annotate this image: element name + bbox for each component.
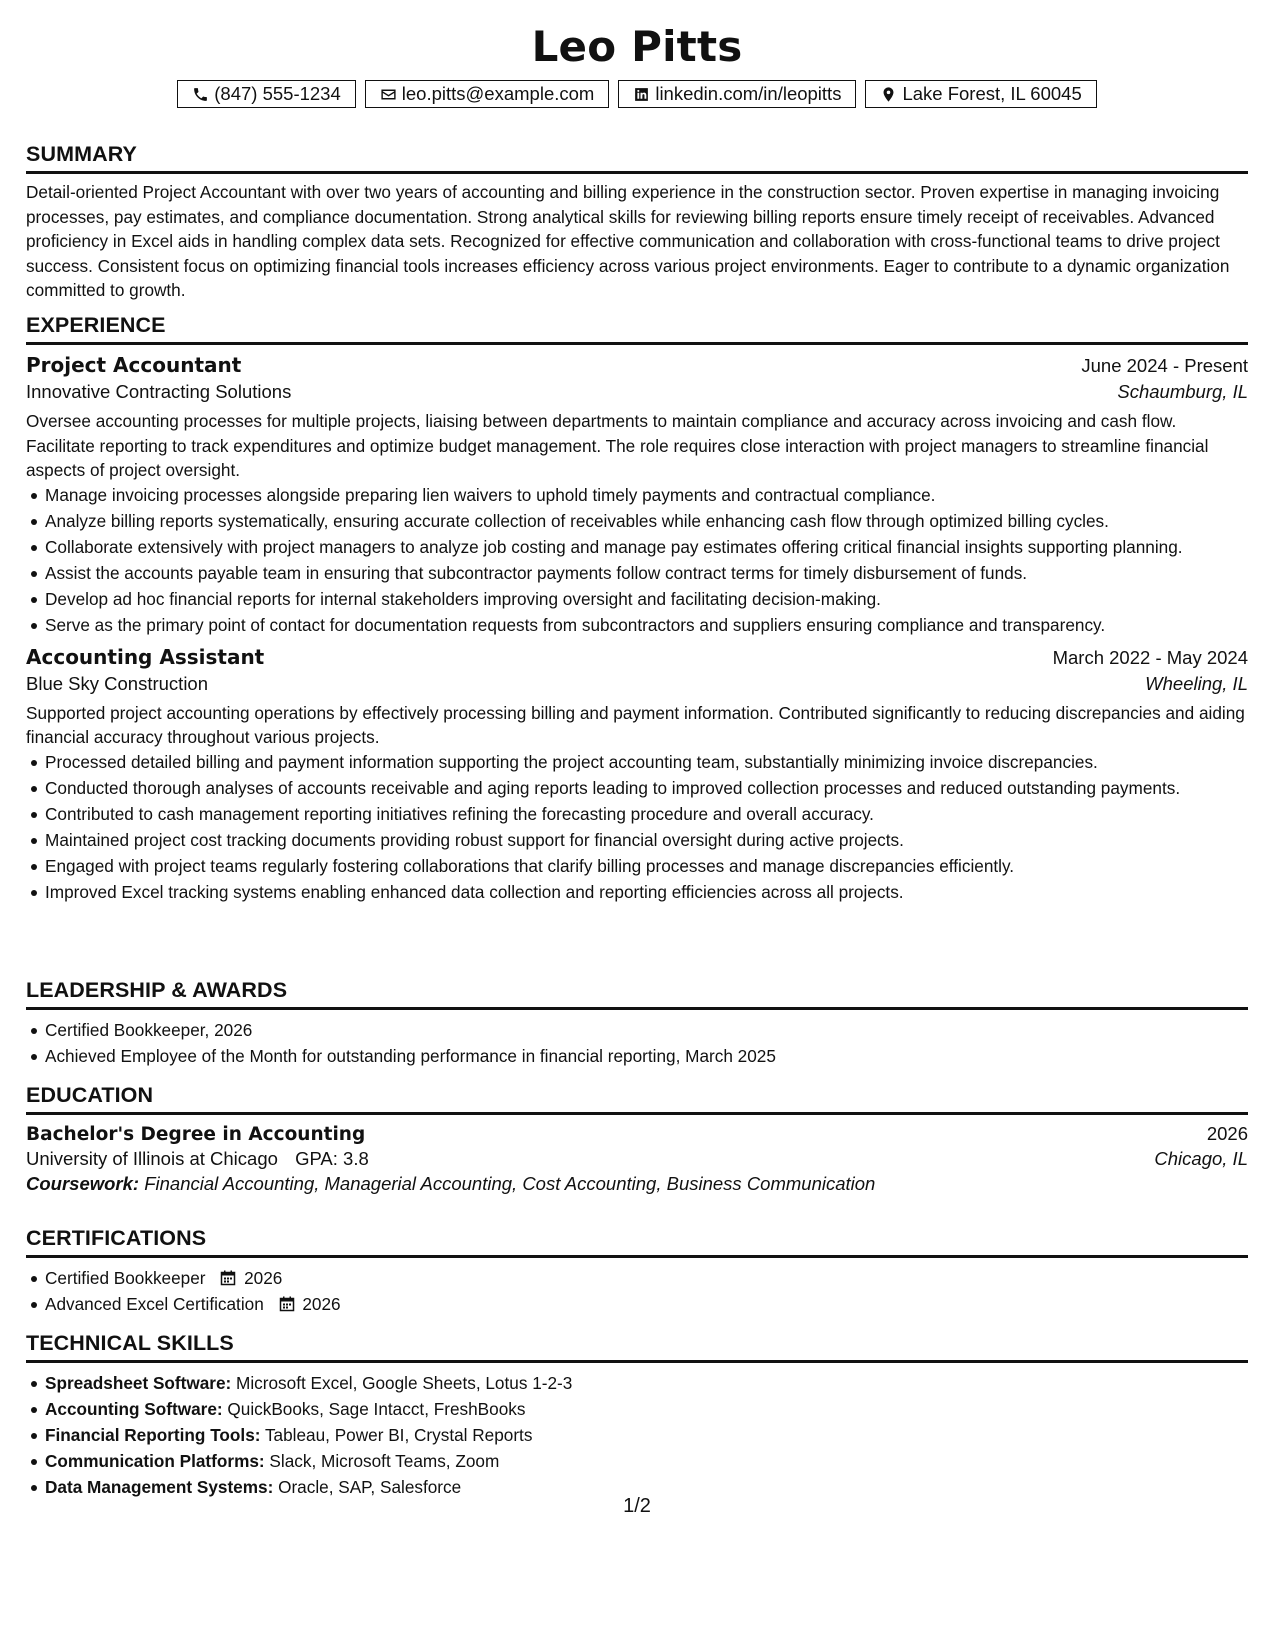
linkedin-text: linkedin.com/in/leopitts xyxy=(655,83,842,104)
calendar-icon xyxy=(220,1270,236,1286)
contact-location[interactable] xyxy=(865,80,1096,108)
job-company: Innovative Contracting Solutions xyxy=(26,381,292,402)
candidate-name: Leo Pitts xyxy=(531,22,743,71)
summary-section xyxy=(26,142,1248,303)
job-header xyxy=(26,353,1248,377)
contact-email[interactable] xyxy=(365,80,610,108)
list-item: Develop ad hoc financial reports for internal stakeholders improving oversight and facilitating decision-making. xyxy=(45,587,1248,611)
leadership-list xyxy=(26,1018,1248,1068)
map-pin-icon xyxy=(880,86,897,103)
envelope-icon xyxy=(380,86,397,103)
section-title: CERTIFICATIONS xyxy=(26,1226,1248,1258)
certifications-list xyxy=(26,1266,1248,1316)
job-bullets xyxy=(26,750,1248,904)
school-name: University of Illinois at Chicago xyxy=(26,1148,278,1169)
job-header xyxy=(26,645,1248,669)
certifications-section xyxy=(26,1226,1248,1318)
school-location: Chicago, IL xyxy=(1154,1148,1248,1169)
list-item: Collaborate extensively with project managers to analyze job costing and manage pay estimates offering critical financial insights supporting planning. xyxy=(45,535,1248,559)
job-description: Oversee accounting processes for multiple projects, liaising between departments to maintain compliance and accuracy across invoicing and cash flow. Facilitate reporting to track expenditures and optimize budget management. The role requires close interaction with project managers to streamline financial aspects of project oversight. xyxy=(26,411,1209,480)
list-item xyxy=(45,1449,1248,1473)
location-text: Lake Forest, IL 60045 xyxy=(902,83,1082,104)
education-year: 2026 xyxy=(1206,1123,1248,1144)
skills-list xyxy=(26,1371,1248,1499)
list-item: Processed detailed billing and payment information supporting the project accounting team, substantially minimizing invoice discrepancies. xyxy=(45,750,1248,774)
section-title: TECHNICAL SKILLS xyxy=(26,1331,1248,1363)
skill-label: Communication Platforms: xyxy=(45,1451,265,1471)
skills-section xyxy=(26,1331,1248,1501)
coursework-text: Financial Accounting, Managerial Accounting, Cost Accounting, Business Communication xyxy=(144,1173,876,1194)
linkedin-icon xyxy=(633,86,650,103)
skill-value: Microsoft Excel, Google Sheets, Lotus 1-2-3 xyxy=(236,1373,573,1393)
job-location: Wheeling, IL xyxy=(1145,672,1248,694)
job-subheader xyxy=(26,673,1248,695)
contact-phone[interactable] xyxy=(177,80,356,108)
job-subheader xyxy=(26,381,1248,403)
education-section xyxy=(26,1083,1248,1195)
list-item: Engaged with project teams regularly fostering collaborations that clarify billing processes and manage discrepancies efficiently. xyxy=(45,854,1248,878)
skill-label: Financial Reporting Tools: xyxy=(45,1425,261,1445)
experience-section xyxy=(26,313,1248,906)
list-item: Serve as the primary point of contact for documentation requests from subcontractors and suppliers ensuring compliance and transparency. xyxy=(45,613,1248,637)
list-item xyxy=(45,1423,1248,1447)
section-title: EXPERIENCE xyxy=(26,313,1248,345)
list-item: Conducted thorough analyses of accounts receivable and aging reports leading to improved collection processes and reduced outstanding payments. xyxy=(45,776,1248,800)
gpa: GPA: 3.8 xyxy=(295,1148,369,1169)
list-item: Improved Excel tracking systems enabling enhanced data collection and reporting efficiencies across all projects. xyxy=(45,880,1248,904)
cert-name: Certified Bookkeeper xyxy=(45,1268,206,1288)
section-title: SUMMARY xyxy=(26,142,1248,174)
coursework xyxy=(26,1173,1248,1195)
phone-icon xyxy=(192,86,209,103)
job-bullets xyxy=(26,483,1248,637)
skill-value: Oracle, SAP, Salesforce xyxy=(278,1477,462,1497)
education-subheader xyxy=(26,1148,1248,1170)
education-header xyxy=(26,1123,1248,1145)
summary-text: Detail-oriented Project Accountant with over two years of accounting and billing experience in the construction sector. Proven expertise in managing invoicing processes, pay estimates, and compliance documentation. Strong analytical skills for reviewing billing reports ensure timely receipt of receivables. Advanced proficiency in Excel aids in handling complex data sets. Recognized for effective communication and collaboration with cross-functional teams to drive project success. Consistent focus on optimizing financial tools increases efficiency across various project environments. Eager to contribute to a dynamic organization committed to growth. xyxy=(26,182,1230,300)
skill-value: Tableau, Power BI, Crystal Reports xyxy=(264,1425,533,1445)
job-entry xyxy=(26,645,1248,904)
list-item: Manage invoicing processes alongside preparing lien waivers to uphold timely payments and contractual compliance. xyxy=(45,483,1248,507)
list-item xyxy=(45,1266,1248,1290)
skill-value: QuickBooks, Sage Intacct, FreshBooks xyxy=(227,1399,526,1419)
skill-label: Accounting Software: xyxy=(45,1399,223,1419)
leadership-section xyxy=(26,978,1248,1070)
job-entry xyxy=(26,353,1248,637)
job-description: Supported project accounting operations by effectively processing billing and payment information. Contributed significantly to reducing discrepancies and aiding financial accuracy throughout various projects. xyxy=(26,702,1245,747)
page-number: 1/2 xyxy=(623,1495,651,1517)
list-item xyxy=(45,1371,1248,1395)
section-title: EDUCATION xyxy=(26,1083,1248,1115)
list-item: Assist the accounts payable team in ensuring that subcontractor payments follow contract terms for timely disbursement of funds. xyxy=(45,561,1248,585)
cert-year: 2026 xyxy=(244,1268,283,1288)
cert-name: Advanced Excel Certification xyxy=(45,1294,264,1314)
list-item: Maintained project cost tracking documents providing robust support for financial oversight during active projects. xyxy=(45,828,1248,852)
job-title: Project Accountant xyxy=(26,353,242,377)
job-company: Blue Sky Construction xyxy=(26,672,209,694)
skill-value: Slack, Microsoft Teams, Zoom xyxy=(269,1451,500,1471)
list-item: Achieved Employee of the Month for outstanding performance in financial reporting, March 2025 xyxy=(45,1044,1248,1068)
coursework-label: Coursework: xyxy=(26,1173,140,1194)
job-dates: June 2024 - Present xyxy=(1081,355,1248,376)
skill-label: Data Management Systems: xyxy=(45,1477,274,1497)
contact-linkedin[interactable] xyxy=(618,80,856,108)
job-title: Accounting Assistant xyxy=(26,644,265,669)
phone-text: (847) 555-1234 xyxy=(214,83,341,104)
job-location: Schaumburg, IL xyxy=(1117,381,1248,402)
contact-bar xyxy=(26,80,1248,108)
list-item: Analyze billing reports systematically, ensuring accurate collection of receivables while enhancing cash flow through optimized billing cycles. xyxy=(45,509,1248,533)
cert-year: 2026 xyxy=(302,1294,341,1314)
job-dates: March 2022 - May 2024 xyxy=(1052,646,1248,668)
degree-title: Bachelor's Degree in Accounting xyxy=(26,1124,366,1145)
email-text: leo.pitts@example.com xyxy=(401,83,595,104)
section-title: LEADERSHIP & AWARDS xyxy=(26,978,1248,1010)
list-item xyxy=(45,1397,1248,1421)
list-item: Certified Bookkeeper, 2026 xyxy=(45,1018,1248,1042)
list-item: Contributed to cash management reporting initiatives refining the forecasting procedure and overall accuracy. xyxy=(45,802,1248,826)
school-line xyxy=(26,1148,369,1170)
list-item xyxy=(45,1292,1248,1316)
calendar-icon xyxy=(279,1296,295,1312)
skill-label: Spreadsheet Software: xyxy=(45,1373,232,1393)
